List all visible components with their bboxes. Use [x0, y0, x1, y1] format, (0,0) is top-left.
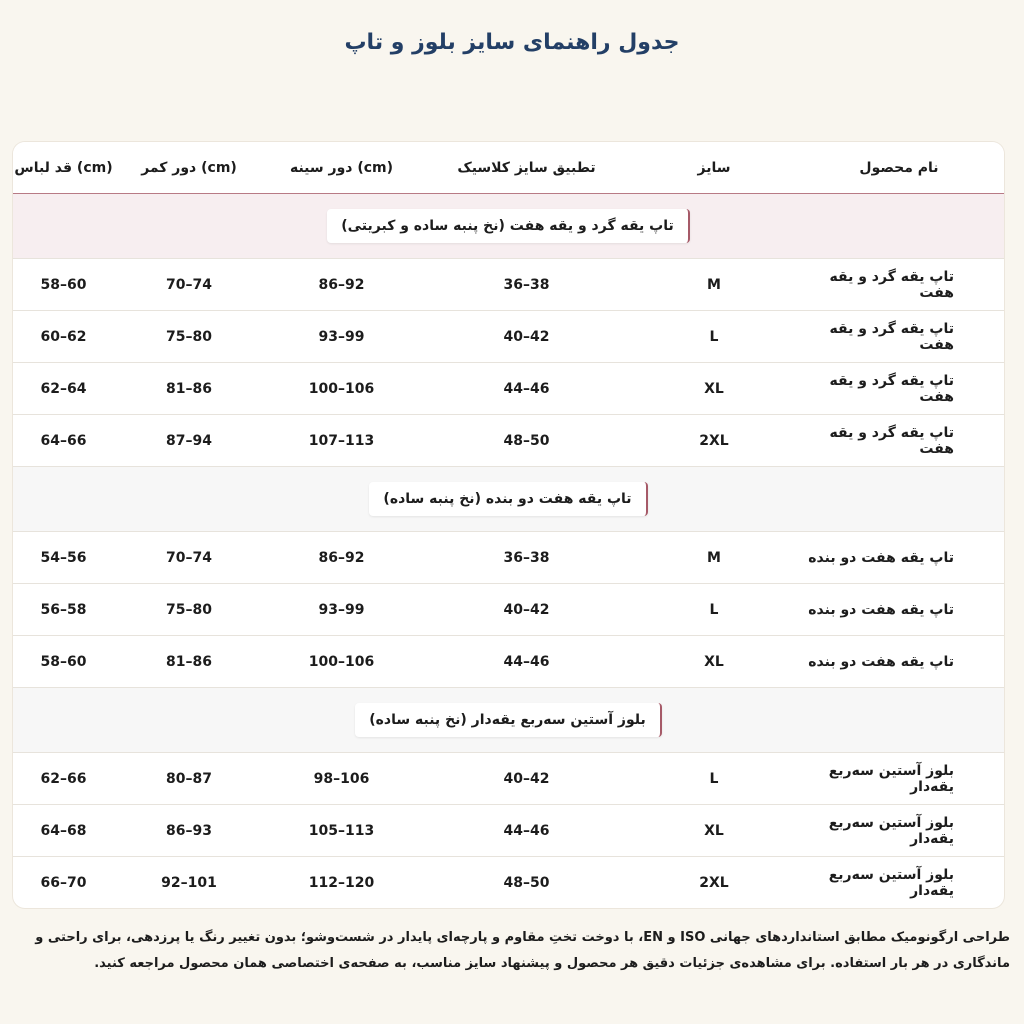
section-separator: [13, 467, 1004, 532]
cell-classic-size: 48–50: [503, 875, 550, 891]
table-row: [13, 532, 1004, 584]
cell-length: 58–60: [40, 276, 87, 293]
cell-size: L: [709, 601, 719, 618]
cell-classic-size: 40–42: [503, 328, 550, 345]
cell-waist: 86–93: [166, 822, 212, 839]
cell-product-name: بلوز آستین سه‌ربع یقه‌دار: [828, 867, 954, 899]
cell-size: XL: [704, 822, 724, 839]
cell-classic-size: 48–50: [503, 432, 550, 449]
cell-bust: 105–113: [308, 822, 375, 839]
table-row: [13, 805, 1004, 857]
table-row: [13, 259, 1004, 311]
cell-bust: 86–92: [318, 549, 365, 566]
cell-size: 2XL: [699, 875, 729, 891]
section-separator: [13, 194, 1004, 259]
cell-length: 66–70: [40, 875, 87, 891]
cell-size: M: [707, 549, 721, 566]
cell-size: L: [709, 328, 719, 345]
cell-bust: 93–99: [318, 601, 365, 618]
cell-length: 54–56: [40, 549, 87, 566]
cell-length: 56–58: [40, 601, 87, 618]
header-size: سایز: [697, 159, 731, 176]
cell-product-name: تاپ یقه گرد و یقه هفت: [829, 320, 954, 353]
section-separator: [13, 688, 1004, 753]
cell-bust: 93–99: [318, 328, 365, 345]
cell-product-name: بلوز آستین سه‌ربع یقه‌دار: [828, 762, 954, 795]
cell-waist: 81–86: [166, 380, 212, 397]
cell-length: 62–64: [40, 380, 87, 397]
table-body: [13, 194, 1004, 908]
cell-bust: 100–106: [308, 653, 375, 670]
table-row: [13, 415, 1004, 467]
cell-size: 2XL: [699, 432, 729, 449]
cell-product-name: تاپ یقه گرد و یقه هفت: [829, 268, 954, 301]
cell-waist: 87–94: [166, 432, 212, 449]
cell-product-name: بلوز آستین سه‌ربع یقه‌دار: [828, 814, 954, 847]
cell-waist: 81–86: [166, 653, 212, 670]
cell-product-name: تاپ یقه هفت دو بنده: [808, 653, 954, 670]
header-waist: دور کمر (cm): [141, 159, 237, 176]
table-row: [13, 584, 1004, 636]
cell-product-name: تاپ یقه هفت دو بنده: [808, 601, 954, 618]
cell-bust: 98–106: [313, 770, 370, 787]
size-table: [13, 142, 1004, 908]
cell-length: 62–66: [40, 770, 87, 787]
header-product-name: نام محصول: [859, 159, 939, 176]
cell-waist: 70–74: [166, 276, 212, 293]
cell-length: 60–62: [40, 328, 87, 345]
cell-bust: 112–120: [308, 875, 375, 891]
section-label: تاپ یقه گرد و یقه هفت (نخ پنبه ساده و کبریتی): [327, 209, 690, 243]
cell-waist: 92–101: [161, 875, 217, 891]
table-row: [13, 857, 1004, 908]
footnote: طراحی ارگونومیک مطابق استانداردهای جهانی ISO و EN، با دوخت تختِ مقاوم و پارچه‌ای پایدار در شست‌وشو؛ بدون تغییر رنگ یا پرزدهی، برای راحتی و ماندگاری در هر بار استفاده. برای مشاهده‌ی جزئیات دقیق هر محصول و پیشنهاد سایز مناسب، به صفحه‌ی اختصاصی همان محصول مراجعه کنید.: [35, 930, 1010, 971]
cell-bust: 107–113: [308, 432, 375, 449]
section-label: بلوز آستین سه‌ربع یقه‌دار (نخ پنبه ساده): [355, 703, 661, 737]
cell-waist: 80–87: [166, 770, 212, 787]
cell-product-name: تاپ یقه گرد و یقه هفت: [829, 424, 954, 457]
page-title: جدول راهنمای سایز بلوز و تاپ: [344, 30, 680, 55]
cell-size: XL: [704, 380, 724, 397]
cell-classic-size: 36–38: [503, 549, 550, 566]
cell-classic-size: 44–46: [503, 653, 550, 670]
cell-product-name: تاپ یقه هفت دو بنده: [808, 549, 954, 566]
header-length: قد لباس (cm): [14, 159, 113, 176]
cell-size: M: [707, 276, 721, 293]
cell-waist: 70–74: [166, 549, 212, 566]
table-row: [13, 753, 1004, 805]
table-row: [13, 636, 1004, 688]
cell-classic-size: 40–42: [503, 601, 550, 618]
table-row: [13, 311, 1004, 363]
table-row: [13, 363, 1004, 415]
cell-length: 58–60: [40, 653, 87, 670]
cell-classic-size: 44–46: [503, 380, 550, 397]
cell-classic-size: 44–46: [503, 822, 550, 839]
cell-size: XL: [704, 653, 724, 670]
cell-classic-size: 36–38: [503, 276, 550, 293]
section-label: تاپ یقه هفت دو بنده (نخ پنبه ساده): [369, 482, 647, 516]
cell-waist: 75–80: [166, 328, 212, 345]
cell-length: 64–68: [40, 822, 87, 839]
cell-bust: 86–92: [318, 276, 365, 293]
header-bust: دور سینه (cm): [289, 159, 394, 176]
cell-classic-size: 40–42: [503, 770, 550, 787]
cell-bust: 100–106: [308, 380, 375, 397]
cell-product-name: تاپ یقه گرد و یقه هفت: [829, 372, 954, 405]
header-classic-size: تطبیق سایز کلاسیک: [457, 159, 596, 176]
cell-size: L: [709, 770, 719, 787]
cell-waist: 75–80: [166, 601, 212, 618]
cell-length: 64–66: [40, 432, 87, 449]
table-header-row: [13, 142, 1004, 194]
